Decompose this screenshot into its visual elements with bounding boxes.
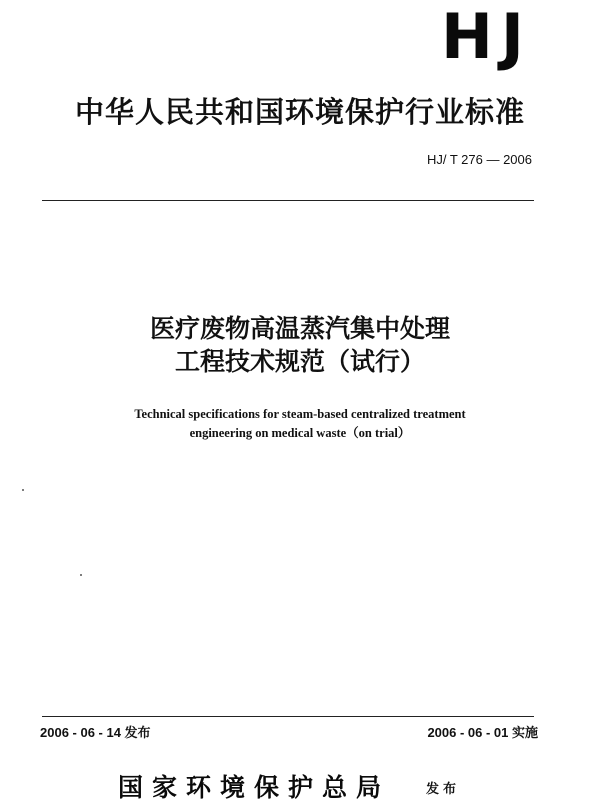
organization-title: 中华人民共和国环境保护行业标准 bbox=[74, 95, 525, 129]
english-title bbox=[0, 405, 600, 443]
issuer-name: 国家环境保护总局 bbox=[118, 773, 391, 802]
top-divider bbox=[42, 200, 534, 201]
scan-speck bbox=[80, 574, 82, 576]
english-title-line-2: engineering on medical waste（on trial） bbox=[189, 426, 411, 440]
chinese-title-line-1: 医疗废物高温蒸汽集中处理 bbox=[149, 314, 450, 343]
scan-speck bbox=[22, 489, 24, 491]
effective-date: 2006 - 06 - 01 实施 bbox=[427, 725, 538, 740]
issuer-suffix: 发布 bbox=[426, 782, 461, 797]
chinese-title-line-2: 工程技术规范（试行） bbox=[174, 347, 425, 376]
standard-code: HJ/ T 276 — 2006 bbox=[426, 152, 532, 167]
chinese-title bbox=[0, 312, 600, 378]
hj-logo: HJ bbox=[441, 0, 532, 73]
bottom-divider bbox=[42, 716, 534, 717]
publish-date: 2006 - 06 - 14 发布 bbox=[40, 725, 151, 740]
english-title-line-1: Technical specifications for steam-based centralized treatment bbox=[134, 407, 466, 421]
